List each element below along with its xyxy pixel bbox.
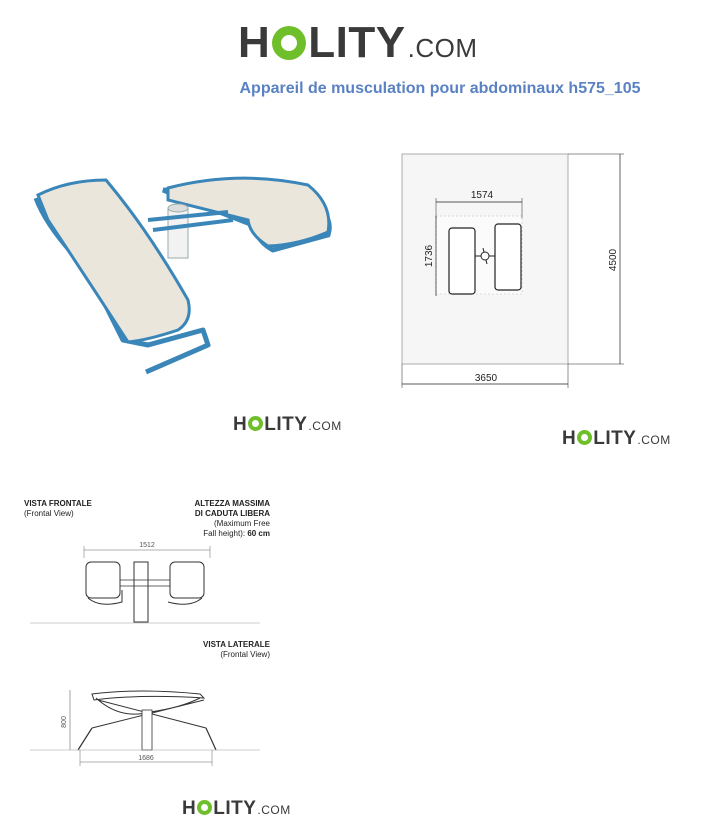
lateral-width: 1686 [138,755,154,762]
logo-o-icon [248,416,263,431]
product-illustration [28,150,348,380]
logo-o-icon [197,800,212,815]
plan-inner-width: 1574 [470,190,494,201]
holity-logo[interactable]: H LITY .COM [238,18,478,67]
frontal-width: 1512 [139,542,155,549]
frontal-view-label: VISTA FRONTALE (Frontal View) [24,499,92,518]
fall-height-label: ALTEZZA MASSIMA DI CADUTA LIBERA (Maximum Free Fall height): 60 cm [194,499,270,538]
frontal-bench-right [170,562,204,598]
lateral-view-drawing [30,680,270,770]
post-plan [481,252,489,260]
holity-logo-small[interactable]: H LITY .COM [562,428,671,449]
holity-logo-small[interactable]: H LITY .COM [233,414,342,435]
plan-outer-depth: 4500 [608,248,619,272]
cross-bars [148,212,233,230]
lateral-height: 800 [61,716,68,728]
left-bench-pad [38,180,189,342]
logo-o-icon [272,26,306,60]
bench-right-plan [495,224,521,290]
frontal-view-drawing [30,540,270,630]
lateral-view-label: VISTA LATERALE (Frontal View) [203,640,270,659]
lateral-pad-top [92,691,204,700]
frontal-bench-left [86,562,120,598]
bench-left-plan [449,228,475,294]
frontal-post [134,562,148,622]
plan-outer-width: 3650 [474,373,498,384]
lateral-post [142,710,152,750]
logo-o-icon [577,430,592,445]
holity-logo-small[interactable]: H LITY .COM [182,798,291,819]
plan-view-drawing [398,150,638,390]
right-bench-pad [168,178,329,246]
page-title: Appareil de musculation pour abdominaux h575_105 [239,80,641,97]
plan-inner-depth: 1736 [424,244,435,268]
